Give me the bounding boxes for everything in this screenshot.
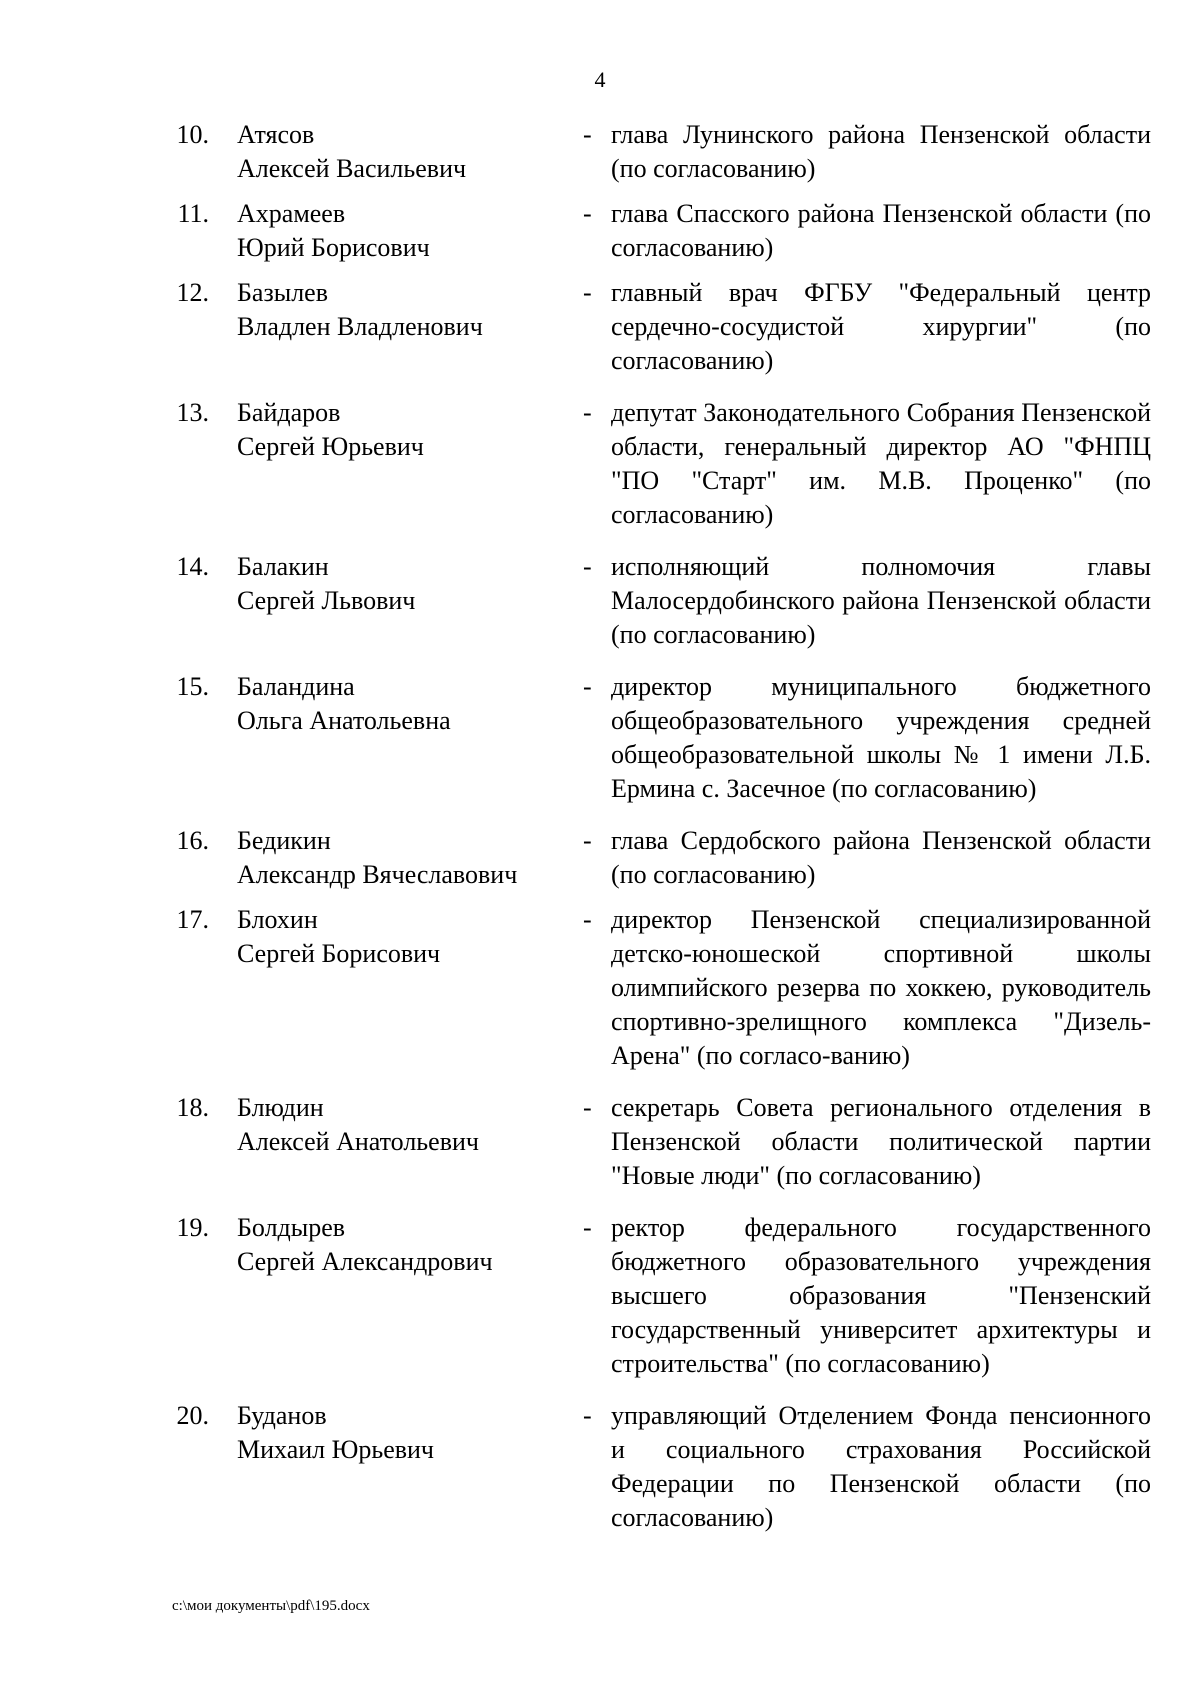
member-position: директор муниципального бюджетного общеобразовательного учреждения средней общеобразовательной школы № 1 имени Л.Б. Ермина с. Засечное (по согласованию) [611, 672, 1151, 803]
member-given-names: Сергей Львович [237, 586, 416, 615]
list-item [0, 670, 1200, 806]
member-position: директор Пензенской специализированной детско-юношеской спортивной школы олимпийского резерва по хоккею, руководитель спортивно-зрелищного комплекса "Дизель-Арена" (по согласо-ванию) [611, 905, 1151, 1070]
member-surname: Баландина [237, 672, 355, 701]
member-position: глава Сердобского района Пензенской области (по согласованию) [611, 826, 1151, 889]
member-given-names: Ольга Анатольевна [237, 706, 451, 735]
member-position: управляющий Отделением Фонда пенсионного и социального страхования Российской Федерации по Пензенской области (по согласованию) [611, 1401, 1151, 1532]
list-item [0, 1399, 1200, 1535]
member-position: ректор федерального государственного бюджетного образовательного учреждения высшего образования "Пензенский государственный университет архитектуры и строительства" (по согласованию) [611, 1213, 1151, 1378]
item-number: 12. [176, 278, 209, 307]
dash-separator: - [583, 398, 592, 427]
list-item [0, 550, 1200, 652]
list-item [0, 197, 1200, 265]
item-number: 19. [176, 1213, 209, 1242]
member-given-names: Сергей Александрович [237, 1247, 493, 1276]
item-number: 17. [176, 905, 209, 934]
item-number: 18. [176, 1093, 209, 1122]
item-number: 10. [176, 120, 209, 149]
item-number: 16. [176, 826, 209, 855]
member-position: исполняющий полномочия главы Малосердобинского района Пензенской области (по согласованию) [611, 552, 1151, 649]
member-position: депутат Законодательного Собрания Пензенской области, генеральный директор АО "ФНПЦ "ПО "Старт" им. М.В. Проценко" (по согласованию) [611, 398, 1151, 529]
item-number: 14. [176, 552, 209, 581]
dash-separator: - [583, 672, 592, 701]
item-number: 20. [176, 1401, 209, 1430]
member-surname: Атясов [237, 120, 315, 149]
item-number: 13. [176, 398, 209, 427]
dash-separator: - [583, 120, 592, 149]
dash-separator: - [583, 199, 592, 228]
member-given-names: Сергей Борисович [237, 939, 441, 968]
item-number: 11. [177, 199, 209, 228]
list-item [0, 276, 1200, 378]
dash-separator: - [583, 1093, 592, 1122]
member-surname: Байдаров [237, 398, 341, 427]
dash-separator: - [583, 1213, 592, 1242]
item-number: 15. [176, 672, 209, 701]
member-position: глава Лунинского района Пензенской области (по согласованию) [611, 120, 1151, 183]
member-given-names: Юрий Борисович [237, 233, 430, 262]
list-item [0, 1211, 1200, 1381]
member-name [215, 276, 583, 378]
dash-separator: - [583, 826, 592, 855]
page-number: 4 [594, 67, 606, 92]
dash-separator: - [583, 1401, 592, 1430]
member-given-names: Михаил Юрьевич [237, 1435, 435, 1464]
member-list [0, 118, 1200, 1535]
member-surname: Блохин [237, 905, 318, 934]
member-position: глава Спасского района Пензенской области (по согласованию) [611, 199, 1151, 262]
member-surname: Болдырев [237, 1213, 346, 1242]
member-name [215, 550, 583, 652]
member-given-names: Алексей Анатольевич [237, 1127, 479, 1156]
member-surname: Базылев [237, 278, 328, 307]
member-name [215, 903, 583, 1073]
list-item [0, 1091, 1200, 1193]
list-item [0, 118, 1200, 186]
member-position: секретарь Совета регионального отделения в Пензенской области политической партии "Новые люди" (по согласованию) [611, 1093, 1151, 1190]
member-position: главный врач ФГБУ "Федеральный центр сердечно-сосудистой хирургии" (по согласованию) [611, 278, 1151, 375]
list-item [0, 824, 1200, 892]
member-name [215, 118, 583, 186]
member-given-names: Владлен Владленович [237, 312, 483, 341]
footer-file-path: c:\мои документы\pdf\195.docx [172, 1598, 370, 1614]
member-surname: Буданов [237, 1401, 327, 1430]
member-name [215, 824, 583, 892]
list-item [0, 903, 1200, 1073]
dash-separator: - [583, 905, 592, 934]
member-name [215, 1399, 583, 1535]
member-name [215, 670, 583, 806]
member-surname: Ахрамеев [237, 199, 346, 228]
member-name [215, 197, 583, 265]
member-name [215, 1091, 583, 1193]
member-name [215, 396, 583, 532]
dash-separator: - [583, 552, 592, 581]
member-given-names: Александр Вячеславович [237, 860, 518, 889]
dash-separator: - [583, 278, 592, 307]
member-surname: Блюдин [237, 1093, 324, 1122]
member-surname: Балакин [237, 552, 329, 581]
member-surname: Бедикин [237, 826, 331, 855]
list-item [0, 396, 1200, 532]
member-name [215, 1211, 583, 1381]
member-given-names: Сергей Юрьевич [237, 432, 424, 461]
member-given-names: Алексей Васильевич [237, 154, 467, 183]
